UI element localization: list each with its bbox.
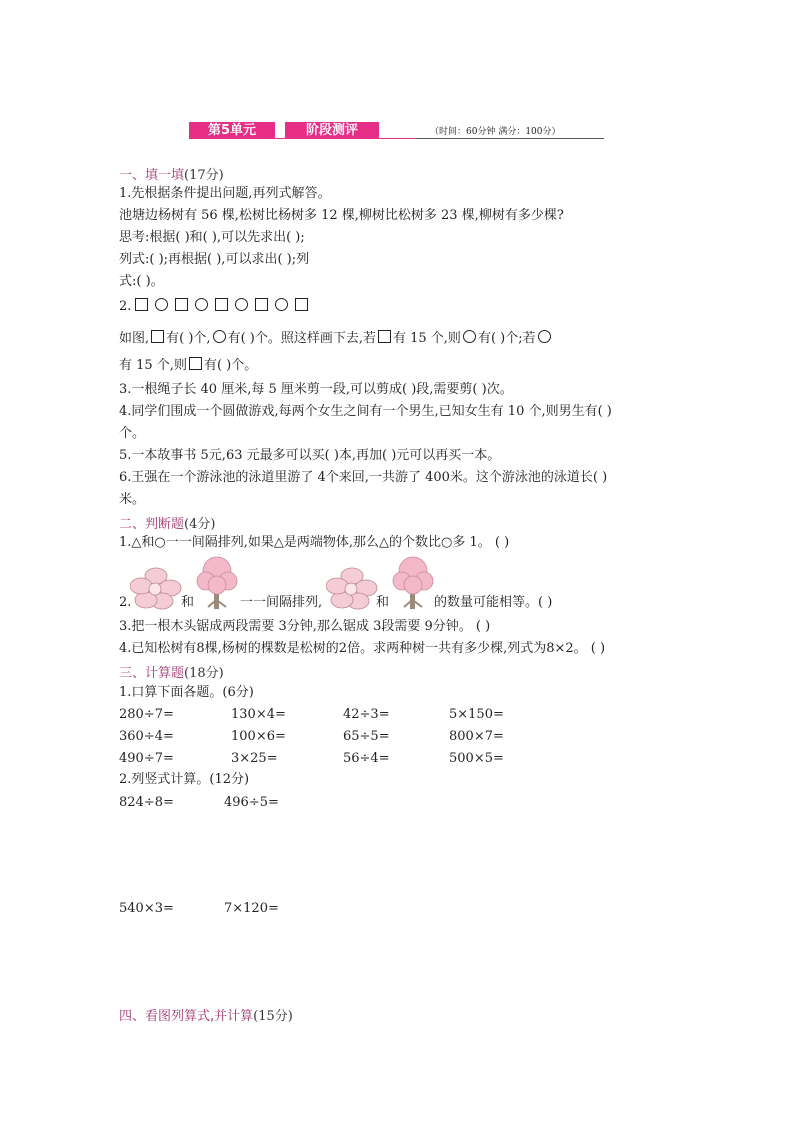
oral-item[interactable]: 360÷4= bbox=[119, 729, 174, 744]
circle-shape-icon bbox=[213, 330, 226, 343]
fill-q2-text[interactable]: 有( )个。 bbox=[203, 358, 258, 373]
oral-item[interactable]: 500×5= bbox=[449, 751, 504, 766]
judge-q2-and2: 和 bbox=[376, 595, 390, 610]
square-shape-icon bbox=[151, 330, 164, 343]
oral-item[interactable]: 5×150= bbox=[449, 707, 504, 722]
fill-q1-line2: 池塘边杨树有 56 棵,松树比杨树多 12 棵,柳树比松树多 23 棵,柳树有多少棵? bbox=[119, 208, 564, 223]
fill-q6-line1[interactable]: 6.王强在一个游泳池的泳道里游了 4个来回,一共游了 400米。这个游泳池的泳道长( ) bbox=[119, 470, 608, 485]
vertical-item[interactable]: 7×120= bbox=[224, 901, 279, 916]
square-shape-icon bbox=[378, 330, 391, 343]
fill-q3[interactable]: 3.一根绳子长 40 厘米,每 5 厘米剪一段,可以剪成( )段,需要剪( )次。 bbox=[119, 382, 513, 397]
square-shape-icon bbox=[295, 298, 308, 311]
vertical-item[interactable]: 496÷5= bbox=[224, 795, 279, 810]
fill-q2-text[interactable]: 有( )个。照这样画下去,若 bbox=[227, 331, 376, 346]
fill-q2-text: 如图, bbox=[119, 331, 150, 346]
calc-q2-title: 2.列竖式计算。(12分) bbox=[119, 772, 250, 787]
judge-q3[interactable]: 3.把一根木头锯成两段需要 3分钟,那么锯成 3段需要 9分钟。 ( ) bbox=[119, 619, 491, 634]
unit-label: 第5单元 bbox=[189, 122, 275, 139]
section-judge-name: 二、判断题 bbox=[119, 517, 185, 532]
fill-q1-line1: 1.先根据条件提出问题,再列式解答。 bbox=[119, 186, 331, 201]
judge-q1[interactable]: 1.△和○一一间隔排列,如果△是两端物体,那么△的个数比○多 1。 ( ) bbox=[119, 535, 510, 550]
tree-icon bbox=[392, 555, 434, 610]
flower-icon bbox=[326, 566, 378, 610]
circle-shape-icon bbox=[538, 330, 551, 343]
fill-q5[interactable]: 5.一本故事书 5元,63 元最多可以买( )本,再加( )元可以再买一本。 bbox=[119, 448, 501, 463]
section-picture-title bbox=[119, 1005, 293, 1024]
section-fill-points: (17分) bbox=[184, 168, 224, 183]
square-shape-icon bbox=[189, 357, 202, 370]
fill-q2-line1[interactable] bbox=[119, 330, 553, 347]
fill-q2-number: 2. bbox=[119, 299, 132, 314]
fill-q2-text: 有 15 个,则 bbox=[119, 358, 187, 373]
section-judge-title bbox=[119, 513, 215, 532]
section-judge-points: (4分) bbox=[184, 517, 216, 532]
judge-q2-and1: 和 bbox=[181, 595, 195, 610]
oral-item[interactable]: 42÷3= bbox=[343, 707, 390, 722]
oral-item[interactable]: 490÷7= bbox=[119, 751, 174, 766]
judge-q4[interactable]: 4.已知松树有8棵,杨树的棵数是松树的2倍。求两种树一共有多少棵,列式为8×2。 ( ) bbox=[119, 641, 606, 656]
oral-item[interactable]: 280÷7= bbox=[119, 707, 174, 722]
header-rule-accent bbox=[190, 138, 416, 139]
circle-shape-icon bbox=[195, 298, 208, 311]
oral-item[interactable]: 65÷5= bbox=[343, 729, 390, 744]
section-picture-points: (15分) bbox=[253, 1009, 293, 1024]
fill-q4-line1[interactable]: 4.同学们围成一个圆做游戏,每两个女生之间有一个男生,已知女生有 10 个,则男生有( ) bbox=[119, 404, 612, 419]
circle-shape-icon bbox=[463, 330, 476, 343]
section-calc-points: (18分) bbox=[184, 666, 224, 681]
vertical-item[interactable]: 824÷8= bbox=[119, 795, 174, 810]
square-shape-icon bbox=[175, 298, 188, 311]
square-shape-icon bbox=[135, 298, 148, 311]
page-title: 阶段测评 bbox=[285, 122, 379, 139]
square-shape-icon bbox=[255, 298, 268, 311]
circle-shape-icon bbox=[155, 298, 168, 311]
tree-icon bbox=[196, 555, 238, 610]
judge-q2-number: 2. bbox=[119, 595, 132, 610]
section-fill-name: 一、填一填 bbox=[119, 168, 185, 183]
calc-q1-title: 1.口算下面各题。(6分) bbox=[119, 685, 254, 700]
fill-q2-pattern bbox=[119, 298, 313, 319]
fill-q2-text[interactable]: 有( )个, bbox=[166, 331, 211, 346]
fill-q2-text[interactable]: 有( )个;若 bbox=[477, 331, 536, 346]
oral-item[interactable]: 130×4= bbox=[231, 707, 286, 722]
circle-shape-icon bbox=[275, 298, 288, 311]
fill-q1-line5[interactable]: 式:( )。 bbox=[119, 274, 164, 289]
fill-q1-line4[interactable]: 列式:( );再根据( ),可以求出( );列 bbox=[119, 252, 310, 267]
oral-item[interactable]: 3×25= bbox=[231, 751, 278, 766]
fill-q1-line3[interactable]: 思考:根据( )和( ),可以先求出( ); bbox=[119, 230, 305, 245]
oral-item[interactable]: 56÷4= bbox=[343, 751, 390, 766]
section-fill-title bbox=[119, 164, 224, 183]
fill-q6-line2: 米。 bbox=[119, 492, 146, 507]
exam-meta: （时间：60分钟 满分：100分） bbox=[430, 127, 561, 137]
section-calc-name: 三、计算题 bbox=[119, 666, 185, 681]
section-picture-name: 四、看图列算式,并计算 bbox=[119, 1009, 254, 1024]
oral-item[interactable]: 800×7= bbox=[449, 729, 504, 744]
judge-q2-mid: 一一间隔排列, bbox=[240, 595, 323, 610]
judge-q2-end[interactable]: 的数量可能相等。( ) bbox=[434, 595, 553, 610]
circle-shape-icon bbox=[235, 298, 248, 311]
vertical-item[interactable]: 540×3= bbox=[119, 901, 174, 916]
square-shape-icon bbox=[215, 298, 228, 311]
fill-q2-text: 有 15 个,则 bbox=[392, 331, 461, 346]
fill-q2-line2[interactable] bbox=[119, 357, 257, 374]
oral-item[interactable]: 100×6= bbox=[231, 729, 286, 744]
header-rule bbox=[416, 138, 604, 139]
section-calc-title bbox=[119, 662, 224, 681]
fill-q4-line2: 个。 bbox=[119, 426, 146, 441]
flower-icon bbox=[130, 566, 182, 610]
